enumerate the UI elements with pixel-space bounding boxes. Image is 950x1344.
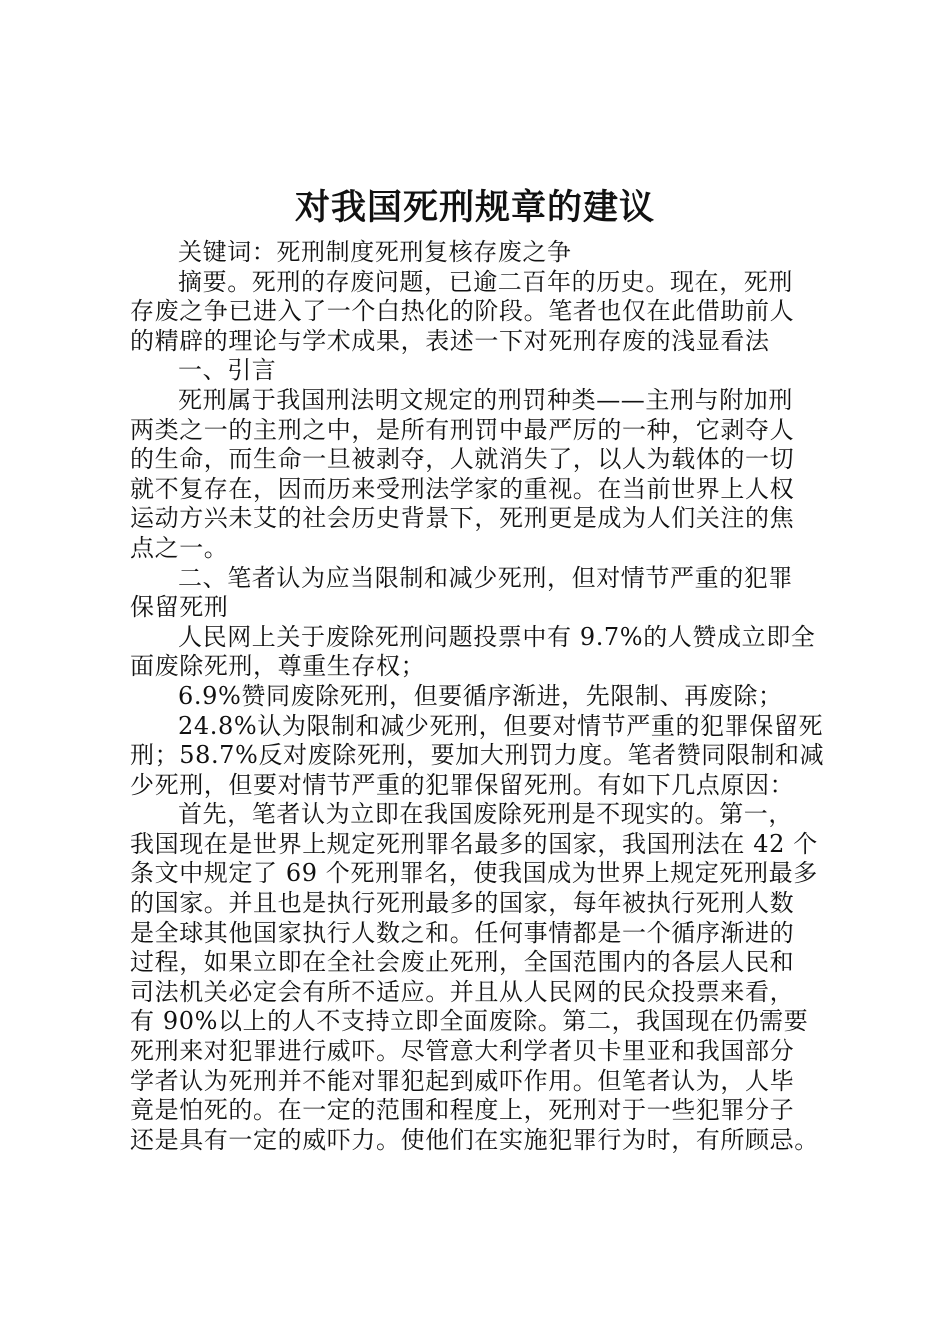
paragraph-line: 24.8%认为限制和减少死刑，但要对情节严重的犯罪保留死 (178, 711, 824, 740)
paragraph-line: 的生命，而生命一旦被剥夺，人就消失了，以人为载体的一切 (130, 445, 795, 474)
paragraph-line: 我国现在是世界上规定死刑罪名最多的国家，我国刑法在 42 个 (130, 829, 818, 858)
paragraph-line: 还是具有一定的威吓力。使他们在实施犯罪行为时，有所顾忌。 (130, 1125, 819, 1154)
paragraph-line: 首先，笔者认为立即在我国废除死刑是不现实的。第一， (178, 800, 793, 829)
paragraph-line: 少死刑，但要对情节严重的犯罪保留死刑。有如下几点原因： (130, 770, 795, 799)
section-heading: 保留死刑 (130, 593, 229, 622)
paragraph-line: 学者认为死刑并不能对罪犯起到威吓作用。但笔者认为，人毕 (130, 1066, 795, 1095)
paragraph-line: 竟是怕死的。在一定的范围和程度上，死刑对于一些犯罪分子 (130, 1096, 795, 1125)
keywords-line: 关键词：死刑制度死刑复核存废之争 (178, 238, 572, 266)
paragraph-line: 人民网上关于废除死刑问题投票中有 9.7%的人赞成立即全 (178, 622, 816, 651)
document-body (130, 238, 840, 1155)
abstract-line: 的精辟的理论与学术成果，表述一下对死刑存废的浅显看法 (130, 326, 770, 355)
abstract-line: 存废之争已进入了一个白热化的阶段。笔者也仅在此借助前人 (130, 297, 795, 326)
paragraph-line: 面废除死刑，尊重生存权； (130, 652, 426, 681)
paragraph-line: 刑；58.7%反对废除死刑，要加大刑罚力度。笔者赞同限制和减 (130, 741, 825, 770)
paragraph-line: 的国家。并且也是执行死刑最多的国家，每年被执行死刑人数 (130, 889, 795, 918)
paragraph-line: 死刑来对犯罪进行威吓。尽管意大利学者贝卡里亚和我国部分 (130, 1037, 795, 1066)
paragraph-line: 就不复存在，因而历来受刑法学家的重视。在当前世界上人权 (130, 474, 795, 503)
paragraph-line: 6.9%赞同废除死刑，但要循序渐进，先限制、再废除； (178, 681, 783, 710)
paragraph-line: 司法机关必定会有所不适应。并且从人民网的民众投票来看， (130, 977, 795, 1006)
section-heading: 二、笔者认为应当限制和减少死刑，但对情节严重的犯罪 (178, 563, 793, 592)
paragraph-line: 有 90%以上的人不支持立即全面废除。第二，我国现在仍需要 (130, 1007, 809, 1036)
paragraph-line: 两类之一的主刑之中，是所有刑罚中最严厉的一种，它剥夺人 (130, 415, 795, 444)
document-title: 对我国死刑规章的建议 (294, 187, 655, 228)
paragraph-line: 条文中规定了 69 个死刑罪名，使我国成为世界上规定死刑最多 (130, 859, 818, 888)
section-heading: 一、引言 (178, 356, 277, 385)
paragraph-line: 死刑属于我国刑法明文规定的刑罚种类——主刑与附加刑 (178, 385, 793, 414)
abstract-line: 摘要。死刑的存废问题，已逾二百年的历史。现在，死刑 (178, 267, 793, 296)
paragraph-line: 是全球其他国家执行人数之和。任何事情都是一个循序渐进的 (130, 918, 795, 947)
paragraph-line: 点之一。 (130, 533, 229, 562)
paragraph-line: 过程，如果立即在全社会废止死刑，全国范围内的各层人民和 (130, 948, 795, 977)
paragraph-line: 运动方兴未艾的社会历史背景下，死刑更是成为人们关注的焦 (130, 504, 795, 533)
